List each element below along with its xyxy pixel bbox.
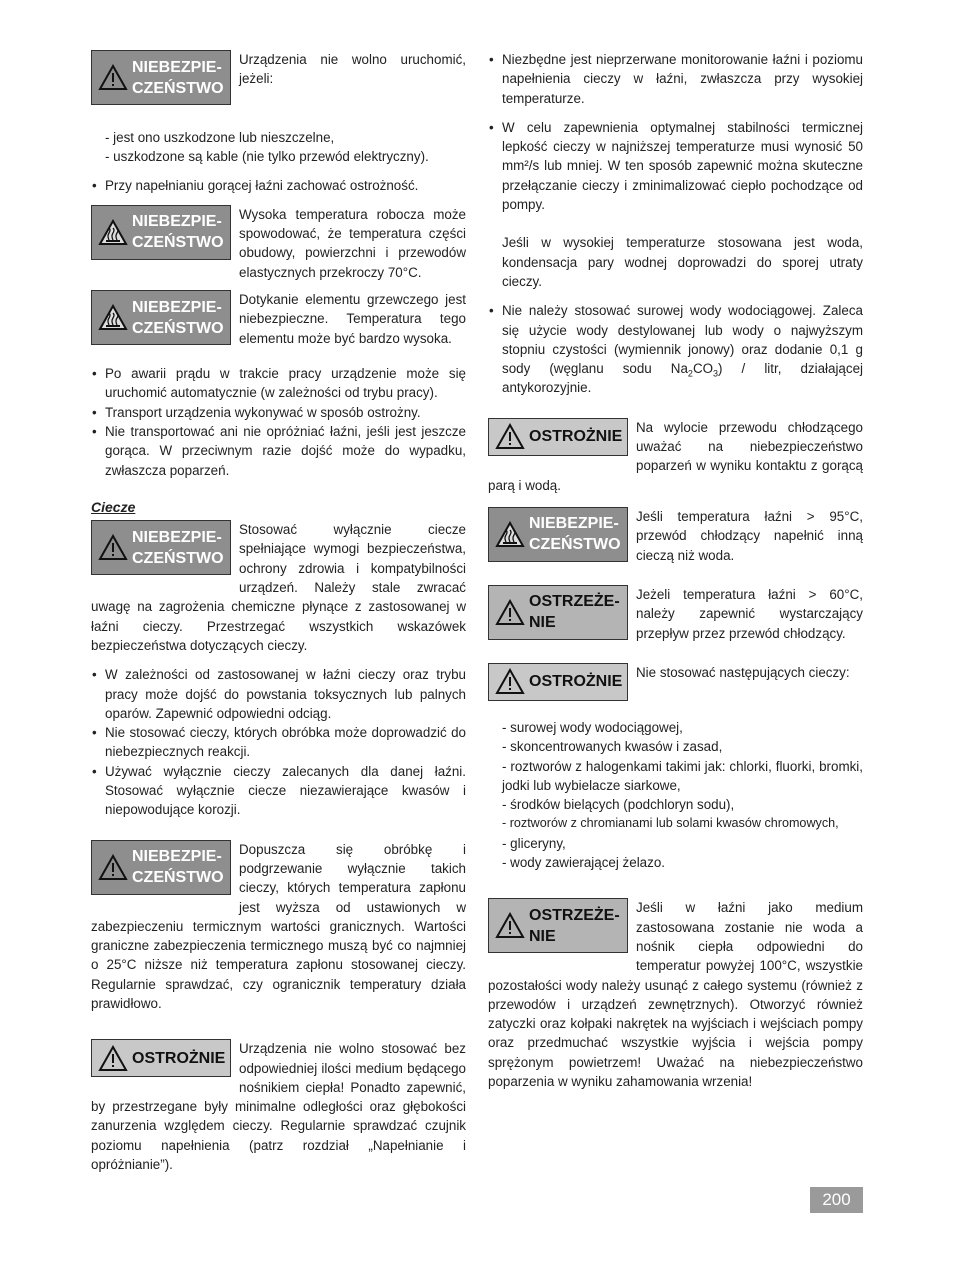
warning-text: Jeśli w łaźni jako medium zastosowana zostanie nie woda a nośnik ciepła odpowiedni do temperatur powyżej 100°C, wszystkie pozostałości wody należy usunąć z całego systemu (również z przewodów i urządzeń zewnętrznych). Otworzyć również zatyczki oraz kołpaki nakrętek na wyjściach i wejściach pompy oraz przedmuchać wszystkie wyjścia i wejścia pompy sprężonym powietrzem! Uważać na niebezpieczeństwo poparzenia w wyniku zahamowania wrzenia! <box>488 900 863 1089</box>
danger-warning-liquids <box>91 520 466 655</box>
danger-label <box>91 840 231 895</box>
warning-text: Stosować wyłącznie ciecze spełniające wymogi bezpieczeństwa, ochrony zdrowia i kompatybilności urządzeń. Należy stale zwracać uwagę na zagrożenia chemiczne płynące z zastosowanej w łaźni cieczy. Przestrzegać wszystkich wskazówek bezpieczeństwa dotyczących cieczy. <box>91 522 466 653</box>
danger-label-text: NIEBEZPIE- CZEŃSTWO <box>132 848 224 887</box>
warning-text: Dotykanie elementu grzewczego jest niebezpieczne. Temperatura tego elementu może być bardzo wysoka. <box>239 292 466 346</box>
warning-triangle-icon <box>96 534 130 561</box>
warning-60c <box>488 585 863 643</box>
list-item: - jest ono uszkodzone lub nieszczelne, <box>105 130 335 145</box>
bullet-item: • W zależności od zastosowanej w łaźni cieczy oraz trybu pracy może dojść do powstania toksycznych lub palnych oparów. Zapewnić odpowiedni odciąg. <box>91 665 466 723</box>
list-item: - środków bielących (podchloryn sodu), <box>502 797 735 813</box>
danger-label <box>91 205 231 260</box>
warning-text: Urządzenia nie wolno stosować bez odpowiedniej ilości medium będącego nośnikiem ciepła! Ponadto zapewnić, by przestrzegane były minimalne odległości oraz głębokości zanurzenia względem cieczy. Regularnie sprawdzać czujnik poziomu napełnienia (patrz rozdział „Napełnianie i opróżnianie”). <box>91 1041 466 1173</box>
warning-triangle-icon <box>493 668 527 695</box>
warning-text: Dopuszcza się obróbkę i podgrzewanie wyłącznie takich cieczy, których temperatura zapłonu jest wyższa od ustawionych w zabezpieczeniu termicznym wartości granicznych. Wartości graniczne zabezpieczenia termicznego muszą być co najmniej o 25°C niższe niż temperatura zapłonu stosowanej cieczy. Regularnie sprawdzać, czy ogranicznik temperatury działa prawidłowo. <box>91 841 466 1011</box>
bullet-text: ) / litr, działającej antykorozyjnie. <box>502 361 863 396</box>
warning-triangle-icon <box>493 912 527 939</box>
danger-warning-flashpoint <box>91 840 466 1014</box>
warning-triangle-icon <box>493 423 527 450</box>
bullet-item: • Nie transportować ani nie opróżniać łaźni, jeśli jest jeszcze gorąca. W przeciwnym razie dojść może do wypadku, zwłaszcza poparzeń. <box>91 422 466 480</box>
warning-label-text: OSTRZEŻE- NIE <box>529 593 620 632</box>
danger-label-text: NIEBEZPIE- CZEŃSTWO <box>132 213 224 252</box>
bullet-item-soda <box>488 301 863 397</box>
warning-water-residue <box>488 898 863 1091</box>
right-column <box>488 50 863 1091</box>
warning-triangle-icon <box>96 64 130 91</box>
warning-triangle-icon <box>96 854 130 881</box>
forbidden-liquids-list <box>488 718 863 872</box>
bullet-item: • Nie stosować cieczy, których obróbka może doprowadzić do niebezpiecznych reakcji. <box>91 723 466 762</box>
list-item: - roztworów z chromianami lub solami kwasów chromowych, <box>502 816 839 831</box>
warning-text: Jeżeli temperatura łaźni > 60°C, należy zapewnić wystarczający przepływ przez przewód chłodzący. <box>636 586 863 641</box>
subscript: 2 <box>687 368 693 379</box>
hot-surface-icon <box>493 521 527 548</box>
hot-surface-icon <box>96 219 130 246</box>
bullet-item: • Niezbędne jest nieprzerwane monitorowanie łaźni i poziomu napełnienia cieczy w łaźni, zwłaszcza przy wysokiej temperaturze. <box>488 50 863 108</box>
page-number: 200 <box>810 1187 863 1213</box>
danger-label <box>91 290 231 345</box>
danger-label <box>91 520 231 575</box>
bullet-item: • Po awarii prądu w trakcie pracy urządzenie może się uruchomić automatycznie (w zależności od trybu pracy). <box>91 364 466 403</box>
danger-label <box>91 50 231 105</box>
caution-label-text: OSTROŻNIE <box>132 1049 226 1067</box>
danger-warning-95c <box>488 507 863 565</box>
caution-warning-cooling-outlet <box>488 418 863 495</box>
bullet-item: • Używać wyłącznie cieczy zalecanych dla danej łaźni. Stosować wyłącznie ciecze niezawierające kwasów i niepowodujące korozji. <box>91 762 466 820</box>
danger-label-text: NIEBEZPIE- CZEŃSTWO <box>529 515 621 554</box>
caution-warning-forbidden-liquids <box>488 663 863 704</box>
warning-text: Wysoka temperatura robocza może spowodować, że temperatura części obudowy, powierzchni i przewodów elastycznych przekroczy 70°C. <box>239 206 466 280</box>
danger-warning-startup <box>91 50 466 108</box>
bullet-list <box>91 665 466 819</box>
bullet-text: CO <box>692 361 714 377</box>
warning-label <box>488 898 628 953</box>
caution-warning-medium-level <box>91 1039 466 1174</box>
warning-text: Nie stosować następujących cieczy: <box>636 664 850 680</box>
list-item: - roztworów z halogenkami takimi jak: chlorki, fluorki, bromki, jodki lub wybielacze siarkowe, <box>502 758 863 793</box>
danger-label-text: NIEBEZPIE- CZEŃSTWO <box>132 298 224 337</box>
warning-text: Urządzenia nie wolno uruchomić, jeżeli: <box>239 52 466 87</box>
caution-label-text: OSTROŻNIE <box>529 673 623 691</box>
caution-label <box>488 418 628 456</box>
danger-label <box>488 507 628 562</box>
bullet-item: • W celu zapewnienia optymalnej stabilności termicznej lepkość cieczy w najniższej temperaturze musi wynosić 50 mm²/s lub mniej. W ten sposób zapewnić można skuteczne przełączanie cieczy i zminimalizować ciepło pochodzące od pompy. <box>488 118 863 214</box>
warning-text: Jeśli temperatura łaźni > 95°C, przewód chłodzący napełnić inną cieczą niż woda. <box>636 508 863 563</box>
list-item: - skoncentrowanych kwasów i zasad, <box>502 739 723 755</box>
hot-surface-icon <box>96 304 130 331</box>
list-item: - gliceryny, <box>502 835 566 851</box>
danger-warning-hot-surface <box>91 205 466 282</box>
warning-label-text: OSTRZEŻE- NIE <box>529 906 620 945</box>
warning-label <box>488 585 628 640</box>
subscript: 3 <box>713 368 719 379</box>
bullet-list <box>91 364 466 480</box>
danger-label-text: NIEBEZPIE- CZEŃSTWO <box>132 528 224 567</box>
danger-warning-heating-element <box>91 290 466 348</box>
left-column <box>91 50 466 1174</box>
bullet-text: Nie należy stosować surowej wody wodociągowej. Zaleca się użycie wody destylowanej lub wody o najwyższym stopniu czystości (wymiennik jonowy) oraz dodanie 0,1 g sody (węglanu sodu Na <box>502 303 863 377</box>
startup-conditions-list <box>91 128 466 167</box>
list-item: - surowej wody wodociągowej, <box>502 719 683 735</box>
paragraph: Jeśli w wysokiej temperaturze stosowana jest woda, kondensacja pary wodnej doprowadzi do sporej utraty cieczy. <box>502 235 863 289</box>
bullet-item: • Transport urządzenia wykonywać w sposób ostrożny. <box>91 403 466 422</box>
danger-label-text: NIEBEZPIE- CZEŃSTWO <box>132 58 224 97</box>
section-title: Ciecze <box>91 498 136 515</box>
warning-text: Na wylocie przewodu chłodzącego uważać na niebezpieczeństwo poparzeń w wyniku kontaktu z gorącą parą i wodą. <box>488 419 863 493</box>
list-item: - wody zawierającej żelazo. <box>502 855 665 871</box>
list-item: - uszkodzone są kable (nie tylko przewód elektryczny). <box>105 149 429 165</box>
warning-triangle-icon <box>493 599 527 626</box>
caution-label <box>91 1039 231 1077</box>
caution-label-text: OSTROŻNIE <box>529 428 623 446</box>
bullet-item: • Przy napełnianiu gorącej łaźni zachować ostrożność. <box>91 176 466 195</box>
warning-triangle-icon <box>96 1045 130 1072</box>
caution-label <box>488 663 628 701</box>
